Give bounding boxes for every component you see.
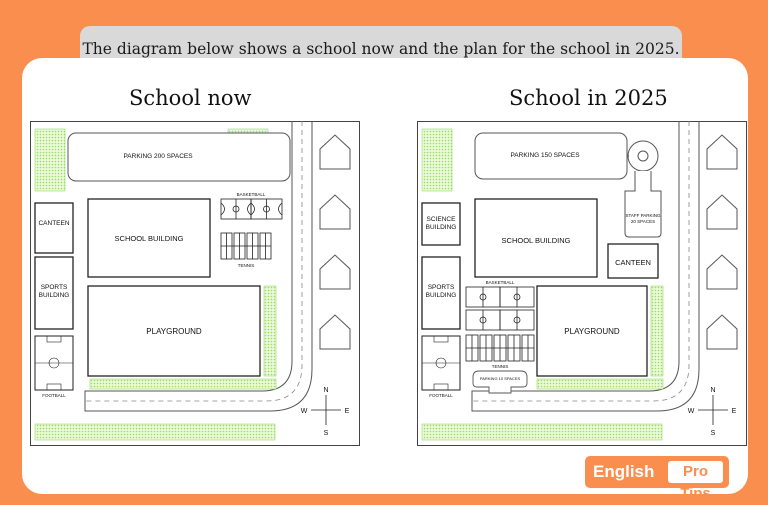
science-building-line2: BUILDING xyxy=(425,224,457,231)
grass-strip xyxy=(90,379,276,389)
grass-area xyxy=(422,129,452,191)
compass-w: W xyxy=(687,408,695,415)
football-label: FOOTBALL xyxy=(429,393,453,398)
right-map-title: School in 2025 xyxy=(509,86,668,110)
logo-text-english: English xyxy=(593,462,655,481)
school-building-label: SCHOOL BUILDING xyxy=(501,236,571,245)
tennis-label: TENNIS xyxy=(237,263,255,268)
compass-w: W xyxy=(300,408,308,415)
compass-s: S xyxy=(710,430,716,437)
grass-area xyxy=(35,129,65,191)
school-2025-map xyxy=(417,121,747,446)
compass-n: N xyxy=(710,387,716,394)
school-now-map xyxy=(30,121,360,446)
parking-label: PARKING 150 SPACES xyxy=(510,152,580,159)
left-map-title: School now xyxy=(129,86,252,110)
playground-label: PLAYGROUND xyxy=(146,327,202,336)
logo-text-pro-tips: Pro Tips xyxy=(668,461,723,483)
basketball-label: BASKETBALL xyxy=(236,192,266,197)
staff-parking-line2: 20 SPACES xyxy=(630,219,656,224)
tennis-label: TENNIS xyxy=(491,364,509,369)
compass-s: S xyxy=(323,430,329,437)
parking-small-label: PARKING 10 SPACES xyxy=(479,376,521,381)
staff-parking-line1: STAFF PARKING xyxy=(625,213,661,218)
canteen-label: CANTEEN xyxy=(38,220,70,227)
canteen xyxy=(35,203,73,253)
english-pro-tips-logo xyxy=(585,456,729,502)
sports-building-line1: SPORTS xyxy=(40,284,68,291)
compass-e: E xyxy=(344,408,350,415)
football-label: FOOTBALL xyxy=(42,393,66,398)
grass-strip xyxy=(422,424,662,440)
parking-label: PARKING 200 SPACES xyxy=(123,153,193,160)
playground-label: PLAYGROUND xyxy=(564,327,620,336)
grass-strip xyxy=(537,379,663,389)
compass-e: E xyxy=(731,408,737,415)
grass-strip xyxy=(264,286,276,376)
canteen-label: CANTEEN xyxy=(615,258,651,267)
caption-text: The diagram below shows a school now and the plan for the school in 2025. xyxy=(82,40,680,58)
sports-building-line1: SPORTS xyxy=(427,284,455,291)
sports-building-line2: BUILDING xyxy=(425,292,457,299)
school-building-label: SCHOOL BUILDING xyxy=(114,234,184,243)
basketball-label: BASKETBALL xyxy=(485,280,515,285)
grass-strip xyxy=(35,424,275,440)
sports-building-line2: BUILDING xyxy=(38,292,70,299)
compass-n: N xyxy=(323,387,329,394)
science-building-line1: SCIENCE xyxy=(426,216,456,223)
grass-strip xyxy=(651,286,663,376)
